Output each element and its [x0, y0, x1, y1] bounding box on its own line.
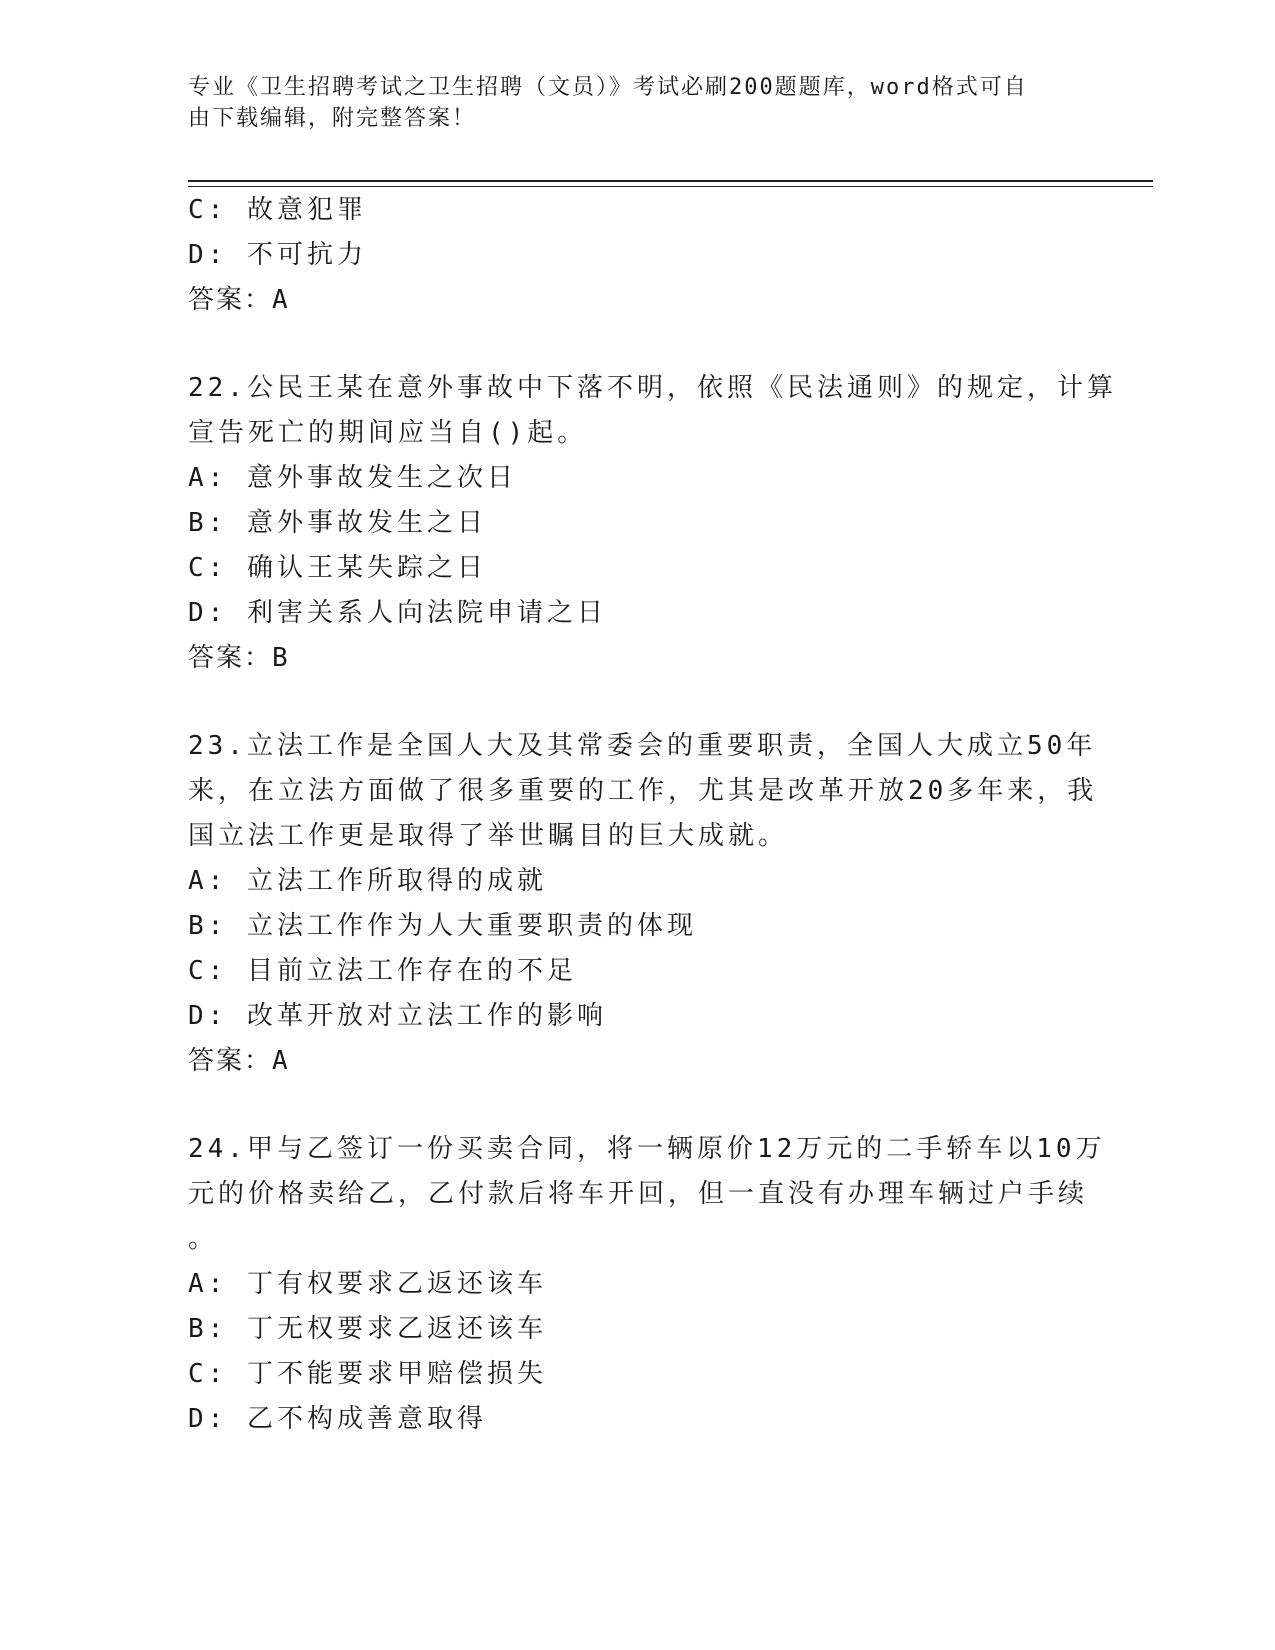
q23-stem-line-2: 来，在立法方面做了很多重要的工作，尤其是改革开放20多年来，我	[188, 776, 1098, 806]
q23-stem-line-1: 23.立法工作是全国人大及其常委会的重要职责，全国人大成立50年	[188, 731, 1097, 761]
q24-stem-line-3: 。	[188, 1224, 219, 1254]
header-line-1: 专业《卫生招聘考试之卫生招聘（文员）》考试必刷200题题库，word格式可自	[188, 75, 1028, 100]
q22-stem-line-2: 宣告死亡的期间应当自()起。	[188, 418, 588, 448]
q23-option-a: A: 立法工作所取得的成就	[188, 866, 547, 896]
q24-option-b: B: 丁无权要求乙返还该车	[188, 1314, 547, 1344]
q23-answer: 答案：A	[188, 1046, 290, 1076]
q22-answer: 答案：B	[188, 643, 290, 673]
q22-option-c: C: 确认王某失踪之日	[188, 553, 487, 583]
q24-option-d: D: 乙不构成善意取得	[188, 1404, 487, 1434]
q23-option-b: B: 立法工作作为人大重要职责的体现	[188, 911, 697, 941]
q23-option-d: D: 改革开放对立法工作的影响	[188, 1001, 607, 1031]
q21-answer: 答案：A	[188, 285, 290, 315]
q24-stem-line-1: 24.甲与乙签订一份买卖合同，将一辆原价12万元的二手轿车以10万	[188, 1134, 1106, 1164]
q24-option-a: A: 丁有权要求乙返还该车	[188, 1269, 547, 1299]
q22-option-d: D: 利害关系人向法院申请之日	[188, 598, 607, 628]
q22-stem-line-1: 22.公民王某在意外事故中下落不明，依照《民法通则》的规定，计算	[188, 373, 1117, 403]
header-rule-thin	[188, 186, 1153, 187]
header-line-2: 由下载编辑，附完整答案！	[188, 106, 477, 131]
q23-stem-line-3: 国立法工作更是取得了举世瞩目的巨大成就。	[188, 821, 789, 851]
q24-option-c: C: 丁不能要求甲赔偿损失	[188, 1359, 547, 1389]
q21-option-d: D: 不可抗力	[188, 240, 367, 270]
q22-option-b: B: 意外事故发生之日	[188, 508, 487, 538]
q22-option-a: A: 意外事故发生之次日	[188, 463, 517, 493]
header-rule-thick	[188, 180, 1153, 182]
q23-option-c: C: 目前立法工作存在的不足	[188, 956, 577, 986]
q21-option-c: C: 故意犯罪	[188, 195, 367, 225]
q24-stem-line-2: 元的价格卖给乙，乙付款后将车开回，但一直没有办理车辆过户手续	[188, 1179, 1089, 1209]
document-header	[188, 72, 1068, 134]
